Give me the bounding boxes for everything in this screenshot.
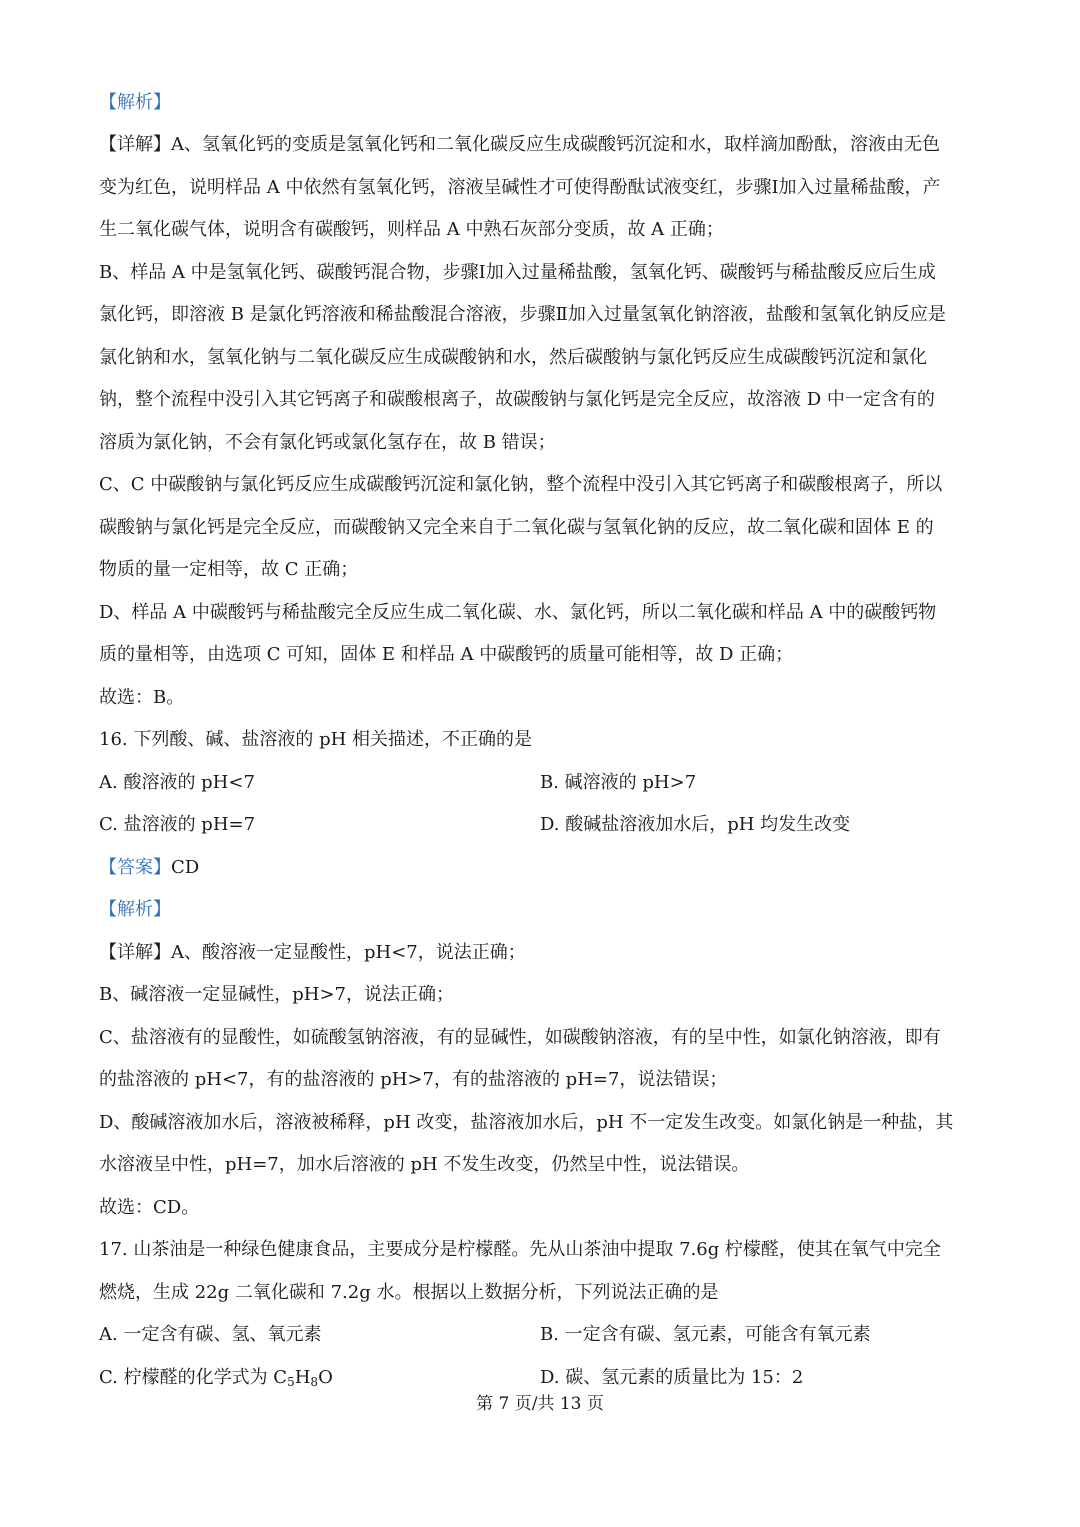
q15-detail-line-7: 钠，整个流程中没引入其它钙离子和碳酸根离子，故碳酸钠与氯化钙是完全反应，故溶液 D 中一定含有的 [99, 389, 935, 410]
q16-option-c: C. 盐溶液的 pH=7 [99, 814, 256, 835]
q16-option-d: D. 酸碱盐溶液加水后，pH 均发生改变 [540, 814, 851, 835]
q15-detail-line-8: 溶质为氯化钠，不会有氯化钙或氯化氢存在，故 B 错误； [99, 432, 556, 453]
q16-detail-line-2: B、碱溶液一定显碱性，pH>7，说法正确； [99, 984, 454, 1005]
q16-detail-line-6: 水溶液呈中性，pH=7，加水后溶液的 pH 不发生改变，仍然呈中性，说法错误。 [99, 1154, 750, 1175]
q16-answer-line [99, 856, 199, 880]
q17-option-d: D. 碳、氢元素的质量比为 15：2 [540, 1367, 804, 1388]
q16-answer: CD [171, 857, 200, 878]
q15-detail-line-3: 生二氧化碳气体，说明含有碳酸钙，则样品 A 中熟石灰部分变质，故 A 正确； [99, 219, 724, 240]
q16-detail-line-5: D、酸碱溶液加水后，溶液被稀释，pH 改变，盐溶液加水后，pH 不一定发生改变。如氯化钠是一种盐，其 [99, 1112, 954, 1133]
q17-stem-line-1: 17. 山茶油是一种绿色健康食品，主要成分是柠檬醛。先从山茶油中提取 7.6g 柠檬醛，使其在氧气中完全 [99, 1239, 941, 1260]
q16-stem: 16. 下列酸、碱、盐溶液的 pH 相关描述，不正确的是 [99, 729, 533, 750]
q15-analysis-tag: 【解析】 [99, 92, 171, 113]
page-number: 第 7 页/共 13 页 [476, 1394, 604, 1414]
q15-choice-line: 故选：B。 [99, 687, 185, 708]
q15-detail-line-11: 物质的量一定相等，故 C 正确； [99, 559, 359, 580]
q15-detail-line-13: 质的量相等，由选项 C 可知，固体 E 和样品 A 中碳酸钙的质量可能相等，故 D 正确； [99, 644, 794, 665]
q15-detail-line-1: 【详解】A、氢氧化钙的变质是氢氧化钙和二氧化碳反应生成碳酸钙沉淀和水，取样滴加酚酞，溶液由无色 [99, 134, 940, 155]
q15-detail-tag: 【详解】 [99, 134, 171, 155]
q16-answer-tag: 【答案】 [99, 857, 171, 878]
q17-option-c: C. 柠檬醛的化学式为 $C_5H_8O$ [99, 1367, 333, 1389]
q15-detail-line-12: D、样品 A 中碳酸钙与稀盐酸完全反应生成二氧化碳、水、氯化钙，所以二氧化碳和样品 A 中的碳酸钙物 [99, 602, 937, 623]
q16-option-b: B. 碱溶液的 pH>7 [540, 772, 697, 793]
q17-option-a: A. 一定含有碳、氢、氧元素 [99, 1324, 322, 1345]
q16-detail-line-1: 【详解】A、酸溶液一定显酸性，pH<7，说法正确； [99, 942, 526, 963]
q15-detail-line-5: 氯化钙，即溶液 B 是氯化钙溶液和稀盐酸混合溶液，步骤Ⅱ加入过量氢氧化钠溶液，盐酸和氢氧化钠反应是 [99, 304, 946, 325]
q15-detail-line-2: 变为红色，说明样品 A 中依然有氢氧化钙，溶液呈碱性才可使得酚酞试液变红，步骤Ⅰ加入过量稀盐酸，产 [99, 177, 941, 198]
q16-detail-tag: 【详解】 [99, 942, 171, 963]
q15-detail-line-9: C、C 中碳酸钠与氯化钙反应生成碳酸钙沉淀和氯化钠，整个流程中没引入其它钙离子和碳酸根离子，所以 [99, 474, 943, 495]
q15-detail-line-6: 氯化钠和水，氢氧化钠与二氧化碳反应生成碳酸钠和水，然后碳酸钠与氯化钙反应生成碳酸钙沉淀和氯化 [99, 347, 927, 368]
q15-detail-line-4: B、样品 A 中是氢氧化钙、碳酸钙混合物，步骤Ⅰ加入过量稀盐酸，氢氧化钙、碳酸钙与稀盐酸反应后生成 [99, 262, 936, 283]
q17-option-b: B. 一定含有碳、氢元素，可能含有氧元素 [540, 1324, 871, 1345]
q16-option-a: A. 酸溶液的 pH<7 [99, 772, 255, 793]
q15-detail-line-10: 碳酸钠与氯化钙是完全反应，而碳酸钠又完全来自于二氧化碳与氢氧化钠的反应，故二氧化碳和固体 E 的 [99, 517, 934, 538]
q16-detail-line-3: C、盐溶液有的显酸性，如硫酸氢钠溶液，有的显碱性，如碳酸钠溶液，有的呈中性，如氯化钠溶液，即有 [99, 1027, 941, 1048]
q16-choice-line: 故选：CD。 [99, 1197, 200, 1218]
q17-stem-line-2: 燃烧，生成 22g 二氧化碳和 7.2g 水。根据以上数据分析，下列说法正确的是 [99, 1282, 719, 1303]
q16-analysis-tag: 【解析】 [99, 899, 171, 920]
q16-detail-line-4: 的盐溶液的 pH<7，有的盐溶液的 pH>7，有的盐溶液的 pH=7，说法错误； [99, 1069, 728, 1090]
